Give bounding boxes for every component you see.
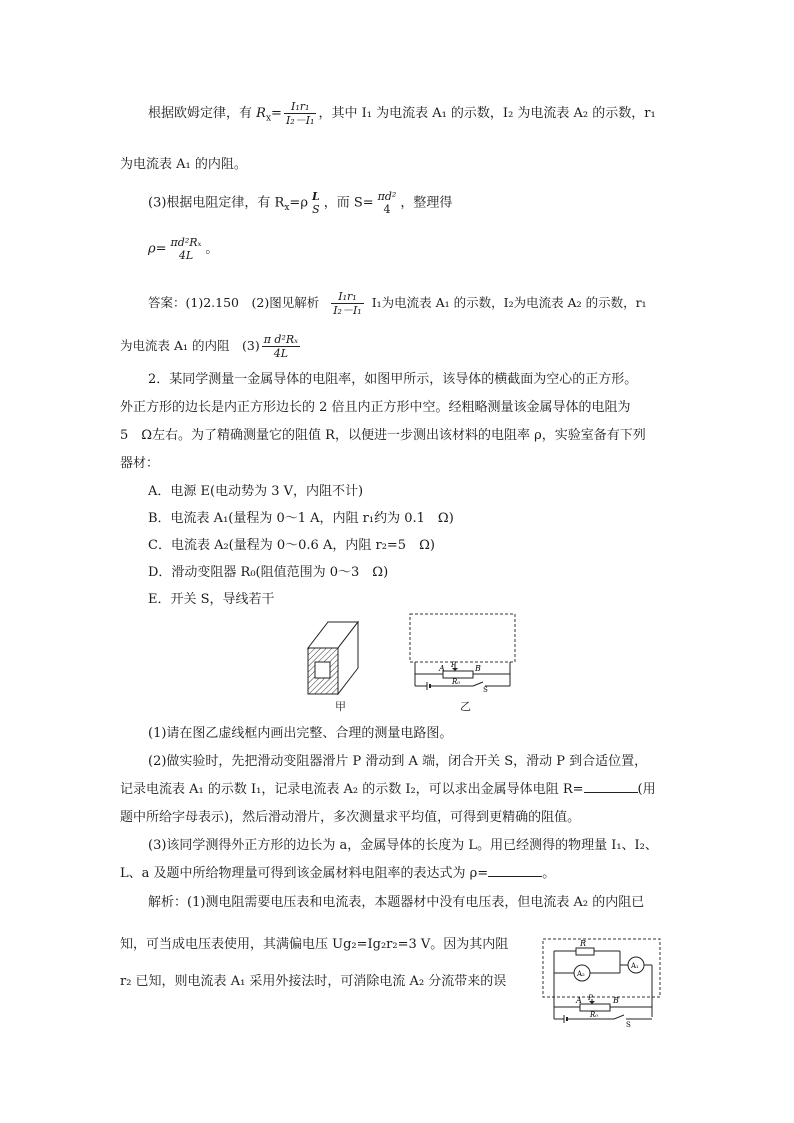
frac-S: S <box>312 203 320 216</box>
ohm-law-line2: 为电流表 A₁ 的内阻。 <box>120 157 247 172</box>
p3-c: ，而 S= <box>323 195 374 211</box>
switch-s <box>473 682 483 686</box>
option-c: C．电流表 A₂(量程为 0～0.6 A，内阻 r₂=5 Ω) <box>148 538 435 553</box>
ohm-fraction <box>284 100 317 127</box>
label-r0: R₀ <box>452 678 461 686</box>
sub-question-1: (1)请在图乙虚线框内画出完整、合理的测量电路图。 <box>148 726 453 741</box>
p3-a: (3)根据电阻定律，有 R <box>148 195 285 211</box>
option-a: A．电源 E(电动势为 3 V，内阻不计) <box>148 484 364 499</box>
node-a-completed: A <box>576 996 582 1005</box>
l-over-s <box>310 190 322 216</box>
analysis-line-3: r₂ 已知，则电流表 A₁ 采用外接法时，可消除电流 A₂ 分流带来的误 <box>120 974 507 989</box>
q2-stem-2: 外正方形的边长是内正方形边长的 2 倍且内正方形中空。经粗略测量该金属导体的电阻为 <box>120 400 631 415</box>
option-d: D．滑动变阻器 R₀(阻值范围为 0～3 Ω) <box>148 565 389 580</box>
ohm-sub: x <box>265 113 272 124</box>
answer-line <box>148 290 647 317</box>
rheostat-r0 <box>443 671 473 678</box>
dashed-box <box>410 614 515 662</box>
answer-a: 答案：(1)2.150 (2)图见解析 <box>148 295 320 310</box>
q2-stem-3: 5 Ω左右。为了精确测量它的阻值 R，以便进一步测出该材料的电阻率 ρ，实验室备有下列 <box>120 428 646 443</box>
sub3-l2a: L、a 及题中所给物理量可得到该金属材料电阻率的表达式为 ρ= <box>120 866 489 881</box>
sub3-l2b: 。 <box>542 866 556 881</box>
figure-completed-circuit <box>540 937 664 1027</box>
area-fraction <box>376 190 399 216</box>
sub-question-2-l2 <box>120 778 656 797</box>
sub2-l2a: 记录电流表 A₁ 的示数 I₁，记录电流表 A₂ 的示数 I₂，可以求出金属导体电阻 R= <box>120 782 584 797</box>
resistor-r <box>576 948 594 955</box>
answer-line2 <box>120 333 302 360</box>
label-s-completed: S <box>626 1021 631 1027</box>
p3-d: ，整理得 <box>400 195 453 211</box>
ohm-den: I₂－I₁ <box>285 114 315 127</box>
label-s: S <box>483 686 488 692</box>
analysis-line-1: 解析：(1)测电阻需要电压表和电流表，本题器材中没有电压表，但电流表 A₂ 的内阻已 <box>148 895 645 910</box>
answer-den3: 4L <box>273 347 289 360</box>
label-r0-completed: R₀ <box>590 1011 599 1019</box>
rheostat-r0-completed <box>580 1004 610 1011</box>
node-b: B <box>475 664 481 673</box>
area-den: 4 <box>383 203 391 216</box>
answer-den: I₂－I₁ <box>333 304 362 317</box>
area-num: πd² <box>377 190 397 203</box>
rho-end: 。 <box>205 241 219 257</box>
node-b-completed: B <box>613 996 619 1005</box>
answer-b: I₁为电流表 A₁ 的示数，I₂为电流表 A₂ 的示数，r₁ <box>371 295 647 310</box>
rho-den: 4L <box>178 249 194 262</box>
resistivity-law-line: (3)根据电阻定律，有 $R_x=\rho$ L S ，而 S= πd² 4 ，整理得 <box>148 190 453 216</box>
answer-num3: π d²Rₓ <box>263 333 299 346</box>
option-b: B．电流表 A₁(量程为 0～1 A，内阻 r₁约为 0.1 Ω) <box>148 511 454 526</box>
answer-fraction <box>331 290 364 317</box>
figure-yi <box>405 612 521 692</box>
rho-result-line <box>148 236 218 262</box>
rho-fraction <box>169 236 204 262</box>
node-p-completed: P <box>588 994 593 1002</box>
analysis-line-2: 知，可当成电压表使用，其满偏电压 Ug₂=Ig₂r₂=3 V。因为其内阻 <box>120 937 509 952</box>
node-a: A <box>439 664 445 673</box>
sub-question-2-l1: (2)做实验时，先把滑动变阻器滑片 P 滑动到 A 端，闭合开关 S，滑动 P 到合适位置， <box>148 754 648 769</box>
ohm-tail: ，其中 I₁ 为电流表 A₁ 的示数，I₂ 为电流表 A₂ 的示数，r₁ <box>318 106 656 121</box>
q2-stem-1: 2．某同学测量一金属导体的电阻率，如图甲所示，该导体的横截面为空心的正方形。 <box>148 372 638 387</box>
option-e: E．开关 S，导线若干 <box>148 592 275 607</box>
label-a1: A₁ <box>631 962 639 970</box>
rho-num: πd²Rₓ <box>170 236 202 249</box>
answer-blank-rho <box>488 864 542 877</box>
figure-jia-label: 甲 <box>335 700 346 713</box>
label-a2: A₂ <box>577 970 585 978</box>
sub-question-3-l2 <box>120 862 555 881</box>
node-p: P <box>451 661 456 669</box>
sub-question-3-l1: (3)该同学测得外正方形的边长为 a，金属导体的长度为 L。用已经测得的物理量 I₁、I₂、 <box>148 838 658 853</box>
ohm-num: I₁r₁ <box>284 100 317 114</box>
switch-s-completed <box>614 1015 624 1019</box>
answer-fraction-3 <box>262 333 300 360</box>
label-r: R <box>580 939 587 948</box>
answer-blank-r <box>584 780 638 793</box>
figure-yi-label: 乙 <box>460 700 471 713</box>
sub-question-2-l3: 题中所给字母表示)，然后滑动滑片，多次测量求平均值，可得到更精确的阻值。 <box>120 810 581 825</box>
q2-stem-4: 器材： <box>120 456 160 471</box>
sub2-l2b: (用 <box>637 782 656 797</box>
frac-L: L <box>311 190 320 203</box>
p3-b: =ρ <box>289 195 308 211</box>
rho-lhs: ρ= <box>148 241 167 257</box>
ohm-intro: 根据欧姆定律，有 <box>148 106 253 121</box>
answer-num: I₁r₁ <box>331 290 364 304</box>
ohm-law-line: 根据欧姆定律，有 $R_x=$ $\frac{\text{I₁r₁}}{\text{I₂－I₁}}$ ，其中 I₁ 为电流表 A₁ 的示数，I₂ 为电流表 A₂ 的示数，r₁ <box>148 100 656 127</box>
answer-c: 为电流表 A₁ 的内阻 (3) <box>120 338 260 353</box>
ohm-lhs: R <box>256 106 266 121</box>
